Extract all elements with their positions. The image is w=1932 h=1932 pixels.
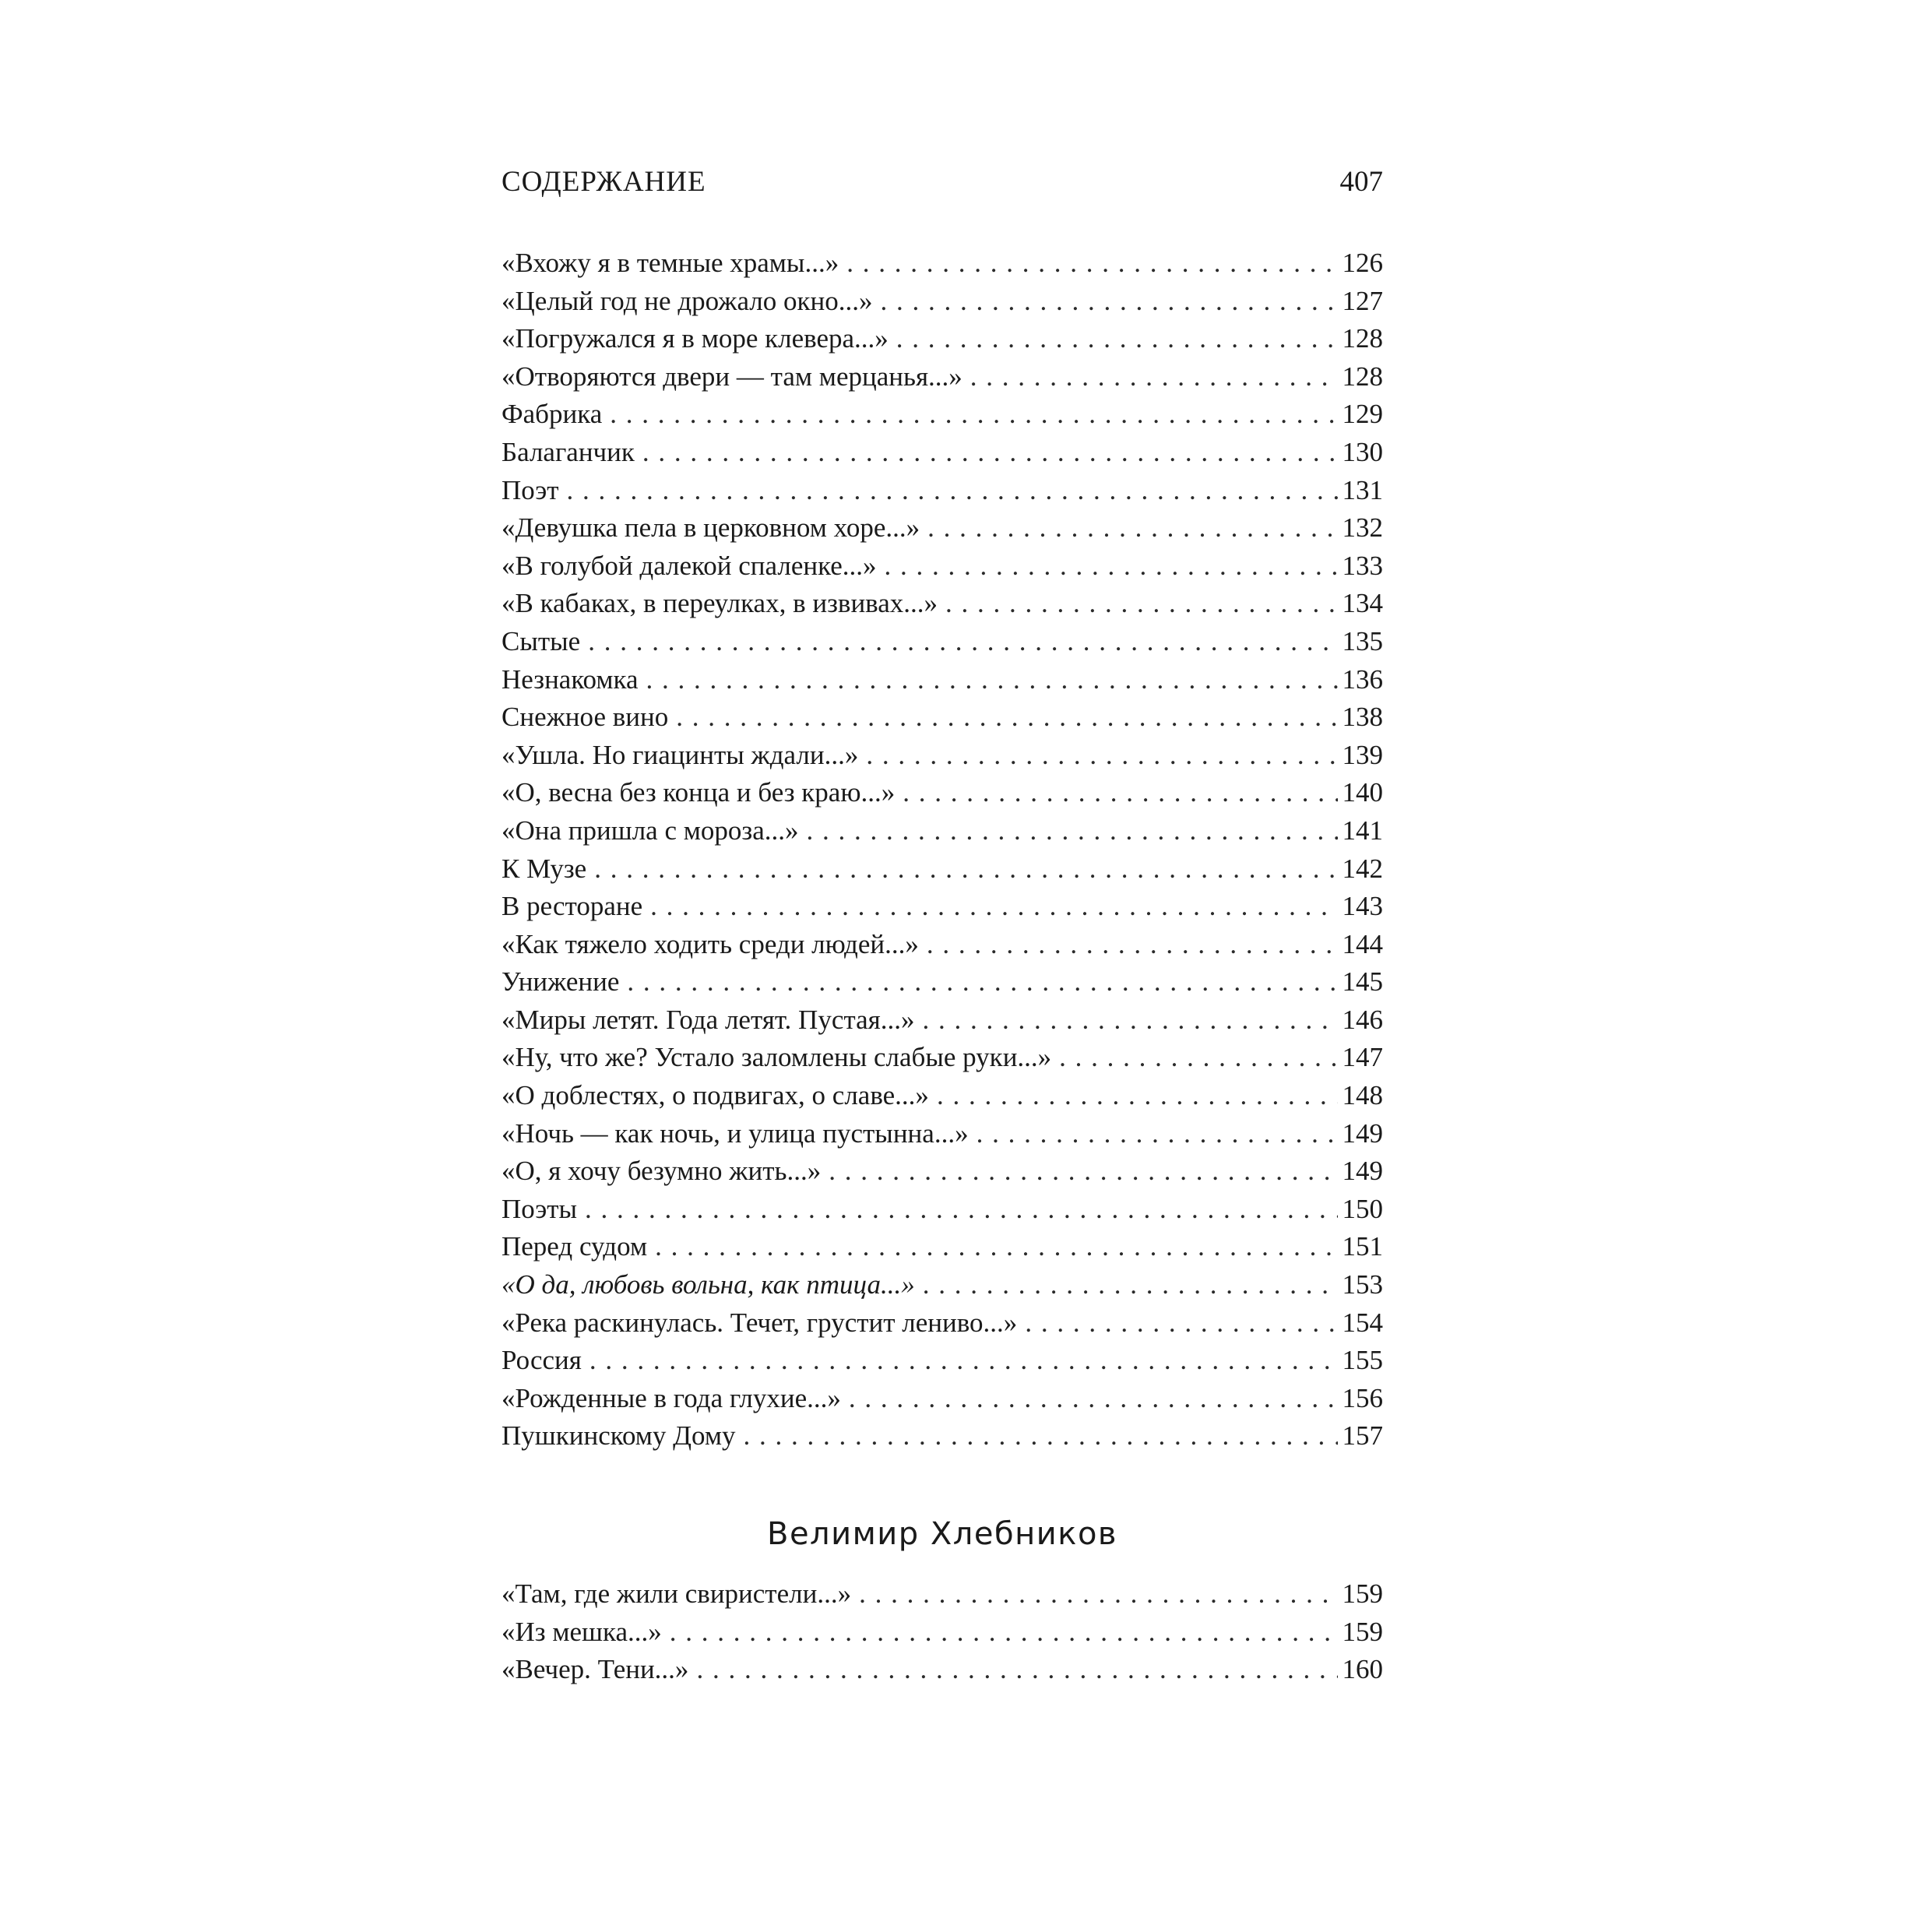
dot-leader [589,1342,1338,1380]
dot-leader [1059,1039,1337,1077]
toc-entry-title: К Музе [501,853,587,884]
dot-leader [896,320,1338,358]
toc-entry[interactable] [501,1266,1383,1304]
toc-entry-title: «Река раскинулась. Течет, грустит лениво...» [501,1307,1018,1338]
toc-entry-title: «Девушка пела в церковном хоре...» [501,512,920,544]
toc-entry-title: «В голубой далекой спаленке...» [501,550,877,581]
toc-entry-page: 151 [1342,1231,1383,1262]
toc-list [501,1575,1383,1689]
toc-list [501,245,1383,1455]
toc-entry-title: Пушкинскому Дому [501,1420,736,1452]
toc-entry-title: Балаганчик [501,436,635,467]
toc-entry[interactable] [501,926,1383,964]
toc-entry[interactable] [501,1614,1383,1652]
toc-entry[interactable] [501,963,1383,1001]
dot-leader [655,1228,1337,1266]
toc-entry-page: 157 [1342,1420,1383,1452]
toc-entry[interactable] [501,812,1383,850]
running-title: СОДЕРЖАНИЕ [501,166,706,198]
toc-entry-title: «Рожденные в года глухие...» [501,1382,841,1413]
toc-entry[interactable] [501,1304,1383,1343]
toc-entry-page: 139 [1342,739,1383,770]
dot-leader [937,1077,1338,1115]
dot-leader [846,245,1337,283]
dot-leader [1025,1304,1337,1343]
toc-entry[interactable] [501,283,1383,321]
toc-entry-title: Снежное вино [501,702,669,733]
toc-entry-page: 128 [1342,361,1383,392]
toc-entry-page: 149 [1342,1156,1383,1187]
dot-leader [829,1153,1337,1191]
toc-entry[interactable] [501,850,1383,889]
toc-entry[interactable] [501,1228,1383,1266]
toc-entry[interactable] [501,1153,1383,1191]
toc-entry[interactable] [501,1039,1383,1077]
toc-entry-title: «Погружался я в море клевера...» [501,323,889,354]
toc-entry-title: В ресторане [501,891,643,922]
toc-entry-page: 160 [1342,1654,1383,1685]
toc-entry[interactable] [501,434,1383,472]
toc-entry-title: Сытые [501,625,581,656]
toc-entry-title: «О, я хочу безумно жить...» [501,1156,822,1187]
dot-leader [977,1115,1338,1153]
dot-leader [903,774,1337,812]
toc-entry[interactable] [501,774,1383,812]
toc-entry-page: 143 [1342,891,1383,922]
toc-entry[interactable] [501,1651,1383,1689]
dot-leader [567,472,1338,510]
toc-entry-title: «Ушла. Но гиацинты ждали...» [501,739,859,770]
dot-leader [744,1417,1338,1455]
dot-leader [642,434,1338,472]
toc-entry[interactable] [501,737,1383,775]
toc-entry-page: 134 [1342,588,1383,619]
toc-entry[interactable] [501,358,1383,396]
toc-entry-page: 159 [1342,1578,1383,1609]
toc-entry[interactable] [501,1417,1383,1455]
toc-entry[interactable] [501,1380,1383,1418]
toc-entry-page: 133 [1342,550,1383,581]
toc-entry-page: 132 [1342,512,1383,544]
toc-entry[interactable] [501,547,1383,586]
toc-entry-page: 127 [1342,285,1383,316]
toc-entry-page: 145 [1342,966,1383,998]
toc-entry-page: 150 [1342,1193,1383,1224]
toc-entry-title: Поэты [501,1193,578,1224]
dot-leader [676,699,1337,737]
toc-entry-page: 130 [1342,436,1383,467]
toc-entry[interactable] [501,1115,1383,1153]
toc-entry-page: 140 [1342,777,1383,808]
toc-entry-title: Унижение [501,966,620,998]
dot-leader [859,1575,1337,1614]
dot-leader [866,737,1337,775]
dot-leader [849,1380,1338,1418]
dot-leader [922,1001,1337,1040]
toc-entry[interactable] [501,661,1383,699]
toc-entry-page: 159 [1342,1616,1383,1647]
toc-entry-title: «О да, любовь вольна, как птица...» [501,1269,915,1300]
dot-leader [670,1614,1338,1652]
toc-entry-page: 136 [1342,663,1383,695]
toc-page [501,165,1383,1689]
dot-leader [610,396,1337,434]
toc-entry-title: «О, весна без конца и без краю...» [501,777,896,808]
toc-entry-title: «Вхожу я в темные храмы...» [501,248,839,278]
toc-entry[interactable] [501,1342,1383,1380]
toc-entry-title: «Там, где жили свиристели...» [501,1578,852,1609]
dot-leader [970,358,1338,396]
toc-entry-title: Россия [501,1345,582,1376]
toc-entry-page: 129 [1342,399,1383,430]
toc-entry-page: 141 [1342,815,1383,846]
dot-leader [627,963,1337,1001]
toc-entry[interactable] [501,472,1383,510]
toc-entry-title: «Отворяются двери — там мерцанья...» [501,361,962,392]
toc-entry-title: Перед судом [501,1231,648,1262]
toc-entry[interactable] [501,245,1383,283]
toc-entry[interactable] [501,699,1383,737]
toc-entry-title: Незнакомка [501,663,639,695]
page-number: 407 [1339,166,1383,198]
dot-leader [650,888,1337,926]
toc-entry-title: «Ну, что же? Устало заломлены слабые руки...» [501,1042,1052,1073]
toc-entry-title: «Миры летят. Года летят. Пустая...» [501,1004,915,1035]
toc-entry[interactable] [501,1191,1383,1229]
toc-entry-page: 153 [1342,1269,1383,1300]
dot-leader [696,1651,1337,1689]
dot-leader [945,585,1337,623]
toc-entry-title: «Ночь — как ночь, и улица пустынна...» [501,1117,969,1149]
dot-leader [927,926,1338,964]
toc-entry-page: 148 [1342,1080,1383,1111]
toc-entry[interactable] [501,623,1383,661]
toc-entry[interactable] [501,1575,1383,1614]
dot-leader [885,547,1338,586]
toc-entry[interactable] [501,585,1383,623]
section-heading: Велимир Хлебников [767,1516,1117,1552]
toc-entry-page: 155 [1342,1345,1383,1376]
toc-entry-page: 154 [1342,1307,1383,1338]
toc-entry-title: Фабрика [501,399,603,430]
toc-entry-title: «Из мешка...» [501,1616,662,1647]
toc-entry-page: 144 [1342,928,1383,959]
dot-leader [880,283,1337,321]
dot-leader [927,509,1337,547]
toc-entry-page: 135 [1342,625,1383,656]
table-of-contents [501,245,1383,1689]
toc-entry[interactable] [501,888,1383,926]
toc-entry-title: Поэт [501,474,559,505]
dot-leader [923,1266,1338,1304]
dot-leader [585,1191,1337,1229]
dot-leader [807,812,1338,850]
toc-entry-title: «Как тяжело ходить среди людей...» [501,928,919,959]
toc-entry-title: «О доблестях, о подвигах, о славе...» [501,1080,929,1111]
toc-entry-page: 142 [1342,853,1383,884]
toc-entry-page: 128 [1342,323,1383,354]
toc-entry-page: 131 [1342,474,1383,505]
toc-entry[interactable] [501,1001,1383,1040]
toc-entry-title: «В кабаках, в переулках, в извивах...» [501,588,938,619]
toc-entry[interactable] [501,320,1383,358]
toc-entry-page: 126 [1342,248,1383,278]
toc-entry[interactable] [501,1077,1383,1115]
dot-leader [646,661,1338,699]
toc-entry-page: 146 [1342,1004,1383,1035]
toc-entry[interactable] [501,396,1383,434]
toc-entry-title: «Вечер. Тени...» [501,1654,689,1685]
toc-entry[interactable] [501,509,1383,547]
running-head [501,165,1383,204]
toc-entry-page: 149 [1342,1117,1383,1149]
toc-entry-title: «Она пришла с мороза...» [501,815,799,846]
dot-leader [588,623,1337,661]
toc-entry-page: 156 [1342,1382,1383,1413]
toc-entry-page: 147 [1342,1042,1383,1073]
dot-leader [594,850,1337,889]
toc-entry-page: 138 [1342,702,1383,733]
toc-entry-title: «Целый год не дрожало окно...» [501,285,873,316]
